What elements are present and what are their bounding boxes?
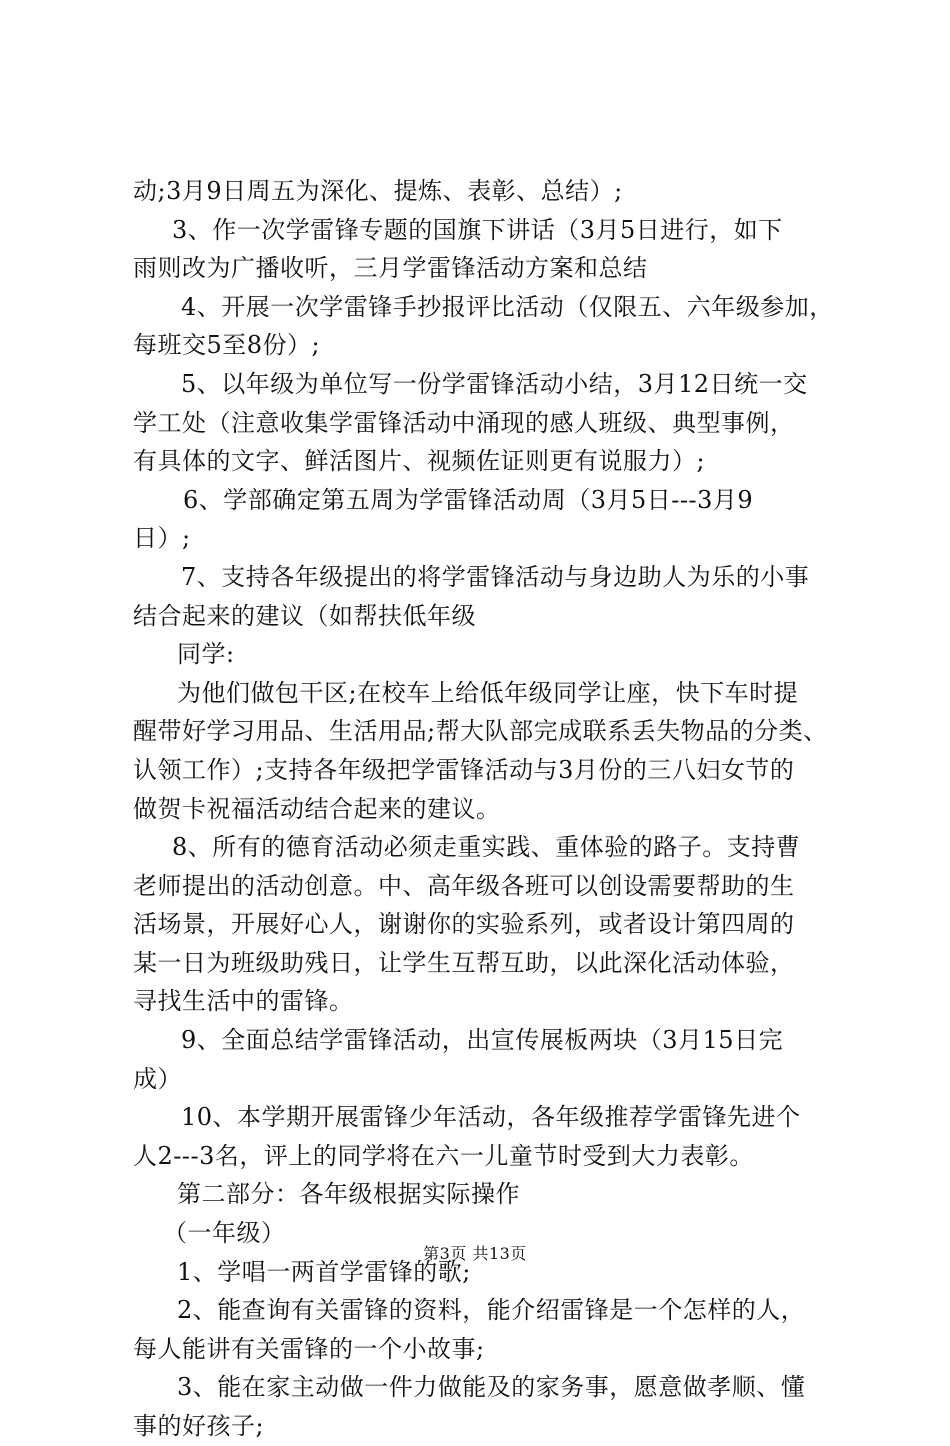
- text-line: 8、所有的德育活动必须走重实践、重体验的路子。支持曹: [172, 833, 801, 862]
- text-line: 动;3月9日周五为深化、提炼、表彰、总结）;: [133, 177, 623, 205]
- text-line: 3、能在家主动做一件力做能及的家务事，愿意做孝顺、懂: [177, 1373, 806, 1402]
- text-line: 认领工作）;支持各年级把学雷锋活动与3月份的三八妇女节的: [133, 755, 795, 784]
- text-line: 6、学部确定第五周为学雷锋活动周（3月5日---3月9: [183, 485, 754, 514]
- text-line: 学工处（注意收集学雷锋活动中涌现的感人班级、典型事例，: [133, 408, 795, 437]
- text-line: 雨则改为广播收听，三月学雷锋活动方案和总结: [133, 254, 648, 283]
- text-line: 为他们做包干区;在校车上给低年级同学让座，快下车时提: [177, 678, 799, 707]
- text-line: 每班交5至8份）;: [133, 331, 321, 360]
- text-line: 有具体的文字、鲜活图片、视频佐证则更有说服力）;: [133, 447, 706, 476]
- text-line: 成）: [133, 1064, 182, 1093]
- text-line: 1、学唱一两首学雷锋的歌;: [177, 1257, 471, 1286]
- text-line: 醒带好学习用品、生活用品;帮大队部完成联系丢失物品的分类、: [133, 717, 828, 746]
- grade-heading: （一年级）: [163, 1219, 286, 1248]
- section-heading: 第二部分：各年级根据实际操作: [177, 1180, 520, 1209]
- text-line: 寻找生活中的雷锋。: [133, 987, 354, 1016]
- text-line: 日）;: [133, 524, 191, 553]
- text-line: 结合起来的建议（如帮扶低年级: [133, 601, 476, 630]
- text-line: 7、支持各年级提出的将学雷锋活动与身边助人为乐的小事: [181, 562, 810, 591]
- text-line: 某一日为班级助残日，让学生互帮互助，以此深化活动体验，: [133, 948, 795, 977]
- text-line: 5、以年级为单位写一份学雷锋活动小结，3月12日统一交: [181, 369, 808, 398]
- text-line: 事的好孩子;: [133, 1412, 265, 1440]
- text-line: 人2---3名，评上的同学将在六一儿童节时受到大力表彰。: [133, 1141, 754, 1170]
- text-line: 活场景，开展好心人，谢谢你的实验系列，或者设计第四周的: [133, 910, 795, 939]
- text-line: 每人能讲有关雷锋的一个小故事;: [133, 1334, 485, 1363]
- text-line: 2、能查询有关雷锋的资料，能介绍雷锋是一个怎样的人，: [177, 1296, 806, 1325]
- text-line: 做贺卡祝福活动结合起来的建议。: [133, 794, 501, 823]
- text-line: 9、全面总结学雷锋活动，出宣传展板两块（3月15日完: [181, 1026, 784, 1055]
- page-number-footer: 第3页 共13页: [423, 1244, 527, 1263]
- text-line: 10、本学期开展雷锋少年活动，各年级推荐学雷锋先进个: [181, 1103, 801, 1132]
- text-line: 3、作一次学雷锋专题的国旗下讲话（3月5日进行，如下: [172, 215, 783, 244]
- text-line: 老师提出的活动创意。中、高年级各班可以创设需要帮助的生: [133, 871, 795, 900]
- text-line: 4、开展一次学雷锋手抄报评比活动（仅限五、六年级参加，: [181, 292, 834, 321]
- text-line: 同学:: [177, 640, 235, 669]
